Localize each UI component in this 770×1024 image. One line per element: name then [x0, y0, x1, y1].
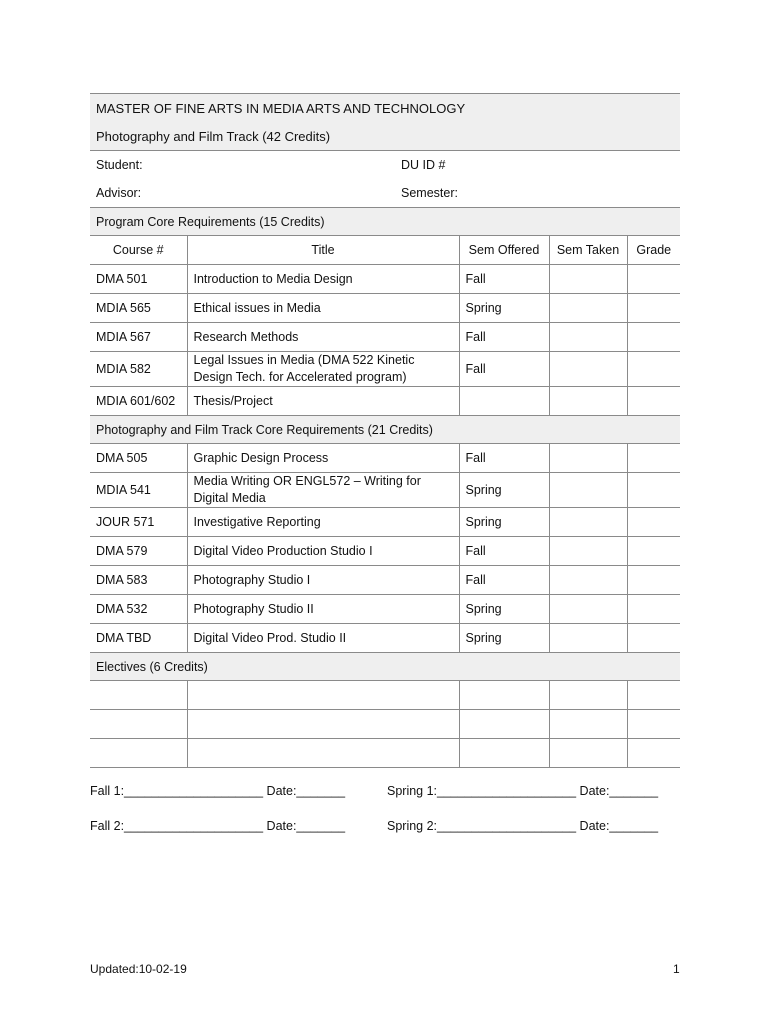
sem-offered: Spring	[459, 473, 549, 508]
du-id-field[interactable]: DU ID #	[401, 158, 446, 172]
program-checklist	[90, 93, 680, 768]
core-section-heading: Program Core Requirements (15 Credits)	[90, 208, 680, 236]
elective-grade-cell[interactable]	[627, 739, 680, 768]
elective-course-cell[interactable]	[90, 681, 187, 710]
course-title: Graphic Design Process	[187, 444, 459, 473]
elective-title-cell[interactable]	[187, 710, 459, 739]
sem-taken-cell[interactable]	[549, 537, 627, 566]
page-number: 1	[673, 962, 680, 976]
table-row	[90, 473, 680, 508]
elective-course-cell[interactable]	[90, 739, 187, 768]
table-row	[90, 294, 680, 323]
course-number: JOUR 571	[90, 508, 187, 537]
student-field[interactable]: Student:	[96, 158, 143, 172]
sem-taken-cell[interactable]	[549, 323, 627, 352]
grade-cell[interactable]	[627, 624, 680, 653]
spring-1-signoff[interactable]: Spring 1:____________________ Date:_______	[387, 784, 659, 798]
grade-cell[interactable]	[627, 537, 680, 566]
elective-title-cell[interactable]	[187, 739, 459, 768]
track-section-heading: Photography and Film Track Core Requirements (21 Credits)	[90, 416, 680, 444]
grade-cell[interactable]	[627, 352, 680, 387]
course-number: MDIA 567	[90, 323, 187, 352]
elective-row	[90, 739, 680, 768]
sem-taken-cell[interactable]	[549, 624, 627, 653]
sem-taken-cell[interactable]	[549, 566, 627, 595]
sem-offered: Fall	[459, 352, 549, 387]
sem-offered: Fall	[459, 265, 549, 294]
column-header-sem-taken: Sem Taken	[549, 236, 627, 265]
course-number: DMA 583	[90, 566, 187, 595]
table-row	[90, 595, 680, 624]
table-row	[90, 323, 680, 352]
grade-cell[interactable]	[627, 508, 680, 537]
course-title: Digital Video Production Studio I	[187, 537, 459, 566]
column-header-grade: Grade	[627, 236, 680, 265]
advisor-field[interactable]: Advisor:	[96, 186, 142, 200]
page-subtitle: Photography and Film Track (42 Credits)	[90, 122, 680, 151]
fall-2-signoff[interactable]: Fall 2:____________________ Date:_______	[90, 819, 346, 833]
elective-course-cell[interactable]	[90, 710, 187, 739]
table-row	[90, 566, 680, 595]
sem-taken-cell[interactable]	[549, 473, 627, 508]
sem-offered: Fall	[459, 537, 549, 566]
grade-cell[interactable]	[627, 595, 680, 624]
table-row	[90, 387, 680, 416]
course-number: DMA 579	[90, 537, 187, 566]
course-number: DMA 532	[90, 595, 187, 624]
course-title: Photography Studio I	[187, 566, 459, 595]
course-table	[90, 93, 680, 768]
sem-taken-cell[interactable]	[549, 595, 627, 624]
sem-taken-cell[interactable]	[549, 444, 627, 473]
elective-taken-cell[interactable]	[549, 681, 627, 710]
spring-2-signoff[interactable]: Spring 2:____________________ Date:_______	[387, 819, 659, 833]
table-row	[90, 444, 680, 473]
elective-taken-cell[interactable]	[549, 710, 627, 739]
course-title: Thesis/Project	[187, 387, 459, 416]
sem-offered: Fall	[459, 444, 549, 473]
grade-cell[interactable]	[627, 473, 680, 508]
grade-cell[interactable]	[627, 265, 680, 294]
course-title: Digital Video Prod. Studio II	[187, 624, 459, 653]
elective-offered-cell[interactable]	[459, 710, 549, 739]
sem-offered: Fall	[459, 323, 549, 352]
grade-cell[interactable]	[627, 387, 680, 416]
course-number: DMA TBD	[90, 624, 187, 653]
sem-taken-cell[interactable]	[549, 508, 627, 537]
course-number: DMA 501	[90, 265, 187, 294]
course-number: MDIA 541	[90, 473, 187, 508]
sem-taken-cell[interactable]	[549, 352, 627, 387]
grade-cell[interactable]	[627, 566, 680, 595]
elective-grade-cell[interactable]	[627, 681, 680, 710]
sem-offered: Spring	[459, 595, 549, 624]
sem-offered	[459, 387, 549, 416]
sem-offered: Spring	[459, 294, 549, 323]
course-title: Photography Studio II	[187, 595, 459, 624]
elective-grade-cell[interactable]	[627, 710, 680, 739]
course-title: Ethical issues in Media	[187, 294, 459, 323]
table-row	[90, 624, 680, 653]
course-number: MDIA 565	[90, 294, 187, 323]
updated-date: Updated:10-02-19	[90, 962, 187, 976]
course-number: DMA 505	[90, 444, 187, 473]
course-title: Legal Issues in Media (DMA 522 Kinetic Design Tech. for Accelerated program)	[187, 352, 459, 387]
grade-cell[interactable]	[627, 444, 680, 473]
table-row	[90, 265, 680, 294]
table-row	[90, 352, 680, 387]
elective-row	[90, 681, 680, 710]
column-header-title: Title	[187, 236, 459, 265]
elective-offered-cell[interactable]	[459, 681, 549, 710]
page-title: MASTER OF FINE ARTS IN MEDIA ARTS AND TECHNOLOGY	[90, 94, 680, 123]
grade-cell[interactable]	[627, 323, 680, 352]
elective-title-cell[interactable]	[187, 681, 459, 710]
grade-cell[interactable]	[627, 294, 680, 323]
sem-taken-cell[interactable]	[549, 294, 627, 323]
electives-section-heading: Electives (6 Credits)	[90, 653, 680, 681]
course-title: Research Methods	[187, 323, 459, 352]
column-header-course: Course #	[90, 236, 187, 265]
course-title: Investigative Reporting	[187, 508, 459, 537]
semester-field[interactable]: Semester:	[401, 186, 458, 200]
elective-taken-cell[interactable]	[549, 739, 627, 768]
course-number: MDIA 601/602	[90, 387, 187, 416]
fall-1-signoff[interactable]: Fall 1:____________________ Date:_______	[90, 784, 346, 798]
column-header-sem-offered: Sem Offered	[459, 236, 549, 265]
sem-taken-cell[interactable]	[549, 265, 627, 294]
elective-offered-cell[interactable]	[459, 739, 549, 768]
sem-offered: Fall	[459, 566, 549, 595]
sem-offered: Spring	[459, 508, 549, 537]
course-title: Introduction to Media Design	[187, 265, 459, 294]
table-row	[90, 508, 680, 537]
course-title: Media Writing OR ENGL572 – Writing for Digital Media	[187, 473, 459, 508]
sem-taken-cell[interactable]	[549, 387, 627, 416]
sem-offered: Spring	[459, 624, 549, 653]
table-row	[90, 537, 680, 566]
elective-row	[90, 710, 680, 739]
course-number: MDIA 582	[90, 352, 187, 387]
